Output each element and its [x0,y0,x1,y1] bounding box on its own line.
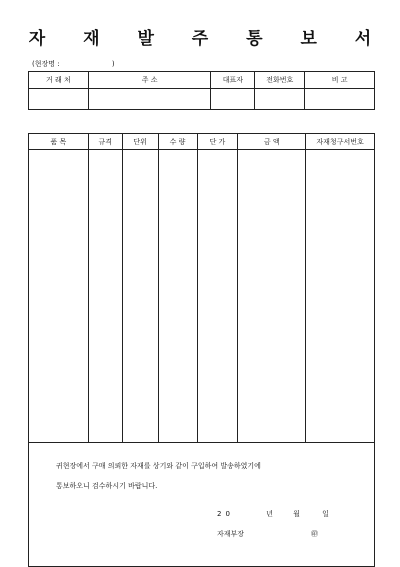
vendor-entry-row [29,89,375,110]
remarks-entry-cell[interactable] [305,89,375,110]
date-month: 월 [293,510,300,518]
unit-price-header-cell: 단 가 [197,134,238,150]
date-line [217,509,329,519]
amount-column[interactable] [238,150,306,443]
note-line-1: 귀현장에서 구매 의뢰한 자재를 상기와 같이 구입하여 발송하였기에 [56,462,261,470]
seal-mark: ㊞ [311,530,318,538]
note-line-2: 통보하오니 검수하시기 바랍니다. [56,482,158,490]
request-number-header-cell: 자재청구서번호 [306,134,375,150]
document-title: 자 재 발 주 통 보 서 [28,29,388,49]
date-prefix: 20 [217,510,234,518]
address-entry-cell[interactable] [88,89,211,110]
remarks-header-cell: 비 고 [305,72,375,89]
phone-header-cell: 전화번호 [255,72,305,89]
quantity-header-cell: 수 량 [158,134,197,150]
unit-price-column[interactable] [197,150,238,443]
items-header-row [29,134,375,150]
vendor-entry-cell[interactable] [29,89,89,110]
representative-entry-cell[interactable] [211,89,255,110]
department-head-label: 자재부장 [217,530,245,538]
phone-entry-cell[interactable] [255,89,305,110]
request-number-column[interactable] [306,150,375,443]
note-cell [29,443,375,567]
vendor-header-cell: 거 래 처 [29,72,89,89]
representative-header-cell: 대표자 [211,72,255,89]
spec-header-cell: 규격 [88,134,122,150]
items-body-row [29,150,375,443]
address-header-cell: 주 소 [88,72,211,89]
site-name-line [32,59,115,69]
vendor-table [28,71,375,110]
amount-header-cell: 금 액 [238,134,306,150]
date-year: 년 [266,510,273,518]
site-name-close: ) [111,60,115,68]
item-column[interactable] [29,150,89,443]
vendor-header-row [29,72,375,89]
items-table [28,133,375,567]
date-day: 일 [322,510,329,518]
unit-column[interactable] [122,150,158,443]
note-row [29,443,375,567]
site-name-label: (현장명 : [32,60,60,68]
item-header-cell: 품 목 [29,134,89,150]
quantity-column[interactable] [158,150,197,443]
spec-column[interactable] [88,150,122,443]
unit-header-cell: 단위 [122,134,158,150]
